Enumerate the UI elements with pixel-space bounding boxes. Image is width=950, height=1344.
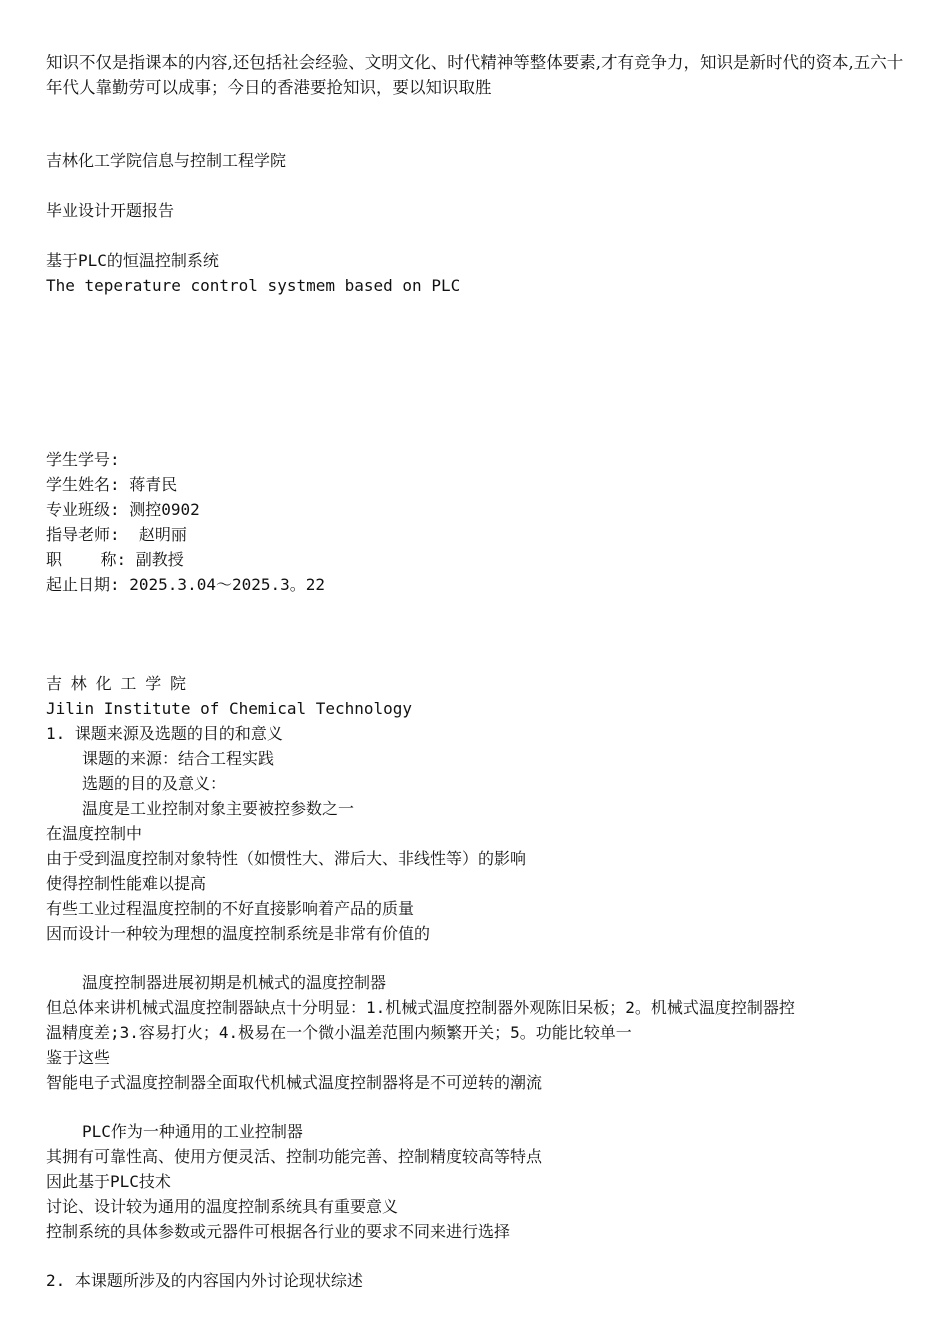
report-type: 毕业设计开题报告 bbox=[46, 201, 175, 220]
date-range-line: 起止日期: 2025.3.04～2025.3。22 bbox=[46, 575, 326, 594]
section-1-line: 但总体来讲机械式温度控制器缺点十分明显：1.机械式温度控制器外观陈旧呆板；2。机械式温度控制器控 bbox=[46, 998, 795, 1017]
student-name-line: 学生姓名: 蒋青民 bbox=[46, 475, 178, 494]
advisor-title-line: 职 称: 副教授 bbox=[46, 550, 184, 569]
section-1-line: 智能电子式温度控制器全面取代机械式温度控制器将是不可逆转的潮流 bbox=[46, 1073, 543, 1092]
student-id-line: 学生学号: bbox=[46, 450, 120, 469]
section-1-line: 其拥有可靠性高、使用方便灵活、控制功能完善、控制精度较高等特点 bbox=[46, 1147, 543, 1166]
section-1-line: 温度控制器进展初期是机械式的温度控制器 bbox=[82, 973, 387, 992]
section-1-line: 有些工业过程温度控制的不好直接影响着产品的质量 bbox=[46, 899, 415, 918]
student-class-line: 专业班级: 测控0902 bbox=[46, 500, 200, 519]
section-1-line: 使得控制性能难以提高 bbox=[46, 874, 207, 893]
section-2-heading: 2. 本课题所涉及的内容国内外讨论现状综述 bbox=[46, 1271, 363, 1290]
section-1-line: 因而设计一种较为理想的温度控制系统是非常有价值的 bbox=[46, 924, 431, 943]
section-1-line: 选题的目的及意义： bbox=[82, 774, 227, 793]
section-1-line: PLC作为一种通用的工业控制器 bbox=[82, 1122, 303, 1141]
intro-paragraph: 知识不仅是指课本的内容,还包括社会经验、文明文化、时代精神等整体要素,才有竞争力，知识是新时代的资本,五六十年代人靠勤劳可以成事；今日的香港要抢知识，要以知识取胜 bbox=[46, 53, 904, 97]
section-1-line: 在温度控制中 bbox=[46, 824, 143, 843]
advisor-line: 指导老师: 赵明丽 bbox=[46, 525, 187, 544]
section-1-line: 温度是工业控制对象主要被控参数之一 bbox=[82, 799, 355, 818]
institute-name-en: Jilin Institute of Chemical Technology bbox=[46, 699, 413, 718]
college-name: 吉林化工学院信息与控制工程学院 bbox=[46, 151, 287, 170]
section-1-line: 讨论、设计较为通用的温度控制系统具有重要意义 bbox=[46, 1197, 399, 1216]
section-1-line: 由于受到温度控制对象特性（如惯性大、滞后大、非线性等）的影响 bbox=[46, 849, 527, 868]
section-1-line: 温精度差;3.容易打火；4.极易在一个微小温差范围内频繁开关；5。功能比较单一 bbox=[46, 1023, 632, 1042]
section-1-line: 课题的来源：结合工程实践 bbox=[82, 749, 275, 768]
thesis-title-cn: 基于PLC的恒温控制系统 bbox=[46, 251, 219, 270]
thesis-title-en: The teperature control systmem based on PLC bbox=[46, 276, 461, 295]
section-1-line: 因此基于PLC技术 bbox=[46, 1172, 171, 1191]
section-1-line: 控制系统的具体参数或元器件可根据各行业的要求不同来进行选择 bbox=[46, 1222, 511, 1241]
section-1-line: 鉴于这些 bbox=[46, 1048, 111, 1067]
section-1-heading: 1. 课题来源及选题的目的和意义 bbox=[46, 724, 283, 743]
institute-name-cn: 吉林化工学院 bbox=[46, 674, 195, 693]
